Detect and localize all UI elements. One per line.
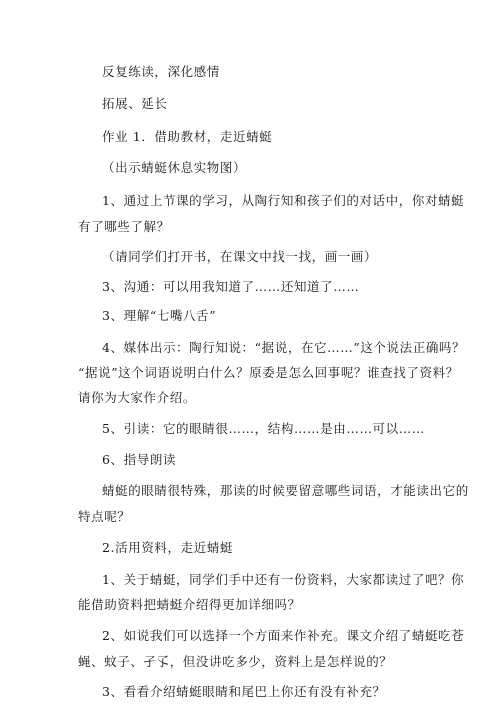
text-line-7: （请同学们打开书，在课文中找一找，画一画） (102, 249, 378, 264)
text-line-13: 5、引读：它的眼睛很……，结构……是由……可以…… (102, 421, 425, 436)
text-line-18: 1、关于蜻蜓，同学们手中还有一份资料，大家都读过了吧？你 (102, 572, 465, 587)
text-line-20: 2、如说我们可以选择一个方面来作补充。课文介绍了蜻蜓吃苍 (102, 628, 465, 643)
text-line-8: 3、沟通：可以用我知道了……还知道了…… (102, 279, 360, 294)
text-line-11: “据说”这个词语说明白什么？原委是怎么回事呢？谁查找了资料？ (78, 365, 459, 380)
text-line-15: 蜻蜓的眼睛很特殊，那读的时候要留意哪些词语，才能读出它的 (102, 483, 469, 498)
text-line-12: 请你为大家作介绍。 (78, 390, 196, 405)
text-line-10: 4、媒体出示：陶行知说：“据说，在它……”这个说法正确吗？ (102, 340, 466, 355)
text-line-22: 3、看看介绍蜻蜓眼睛和尾巴上你还有没有补充？ (102, 684, 386, 699)
text-line-17: 2.活用资料，走近蜻蜓 (102, 540, 234, 555)
text-line-3: 作业 1．借助教材，走近蜻蜓 (102, 129, 273, 144)
text-line-9: 3、理解“七嘴八舌” (102, 308, 217, 323)
text-line-14: 6、指导朗读 (102, 452, 177, 467)
text-line-21: 蝇、蚊子、孑孓，但没讲吃多少，资料上是怎样说的？ (78, 654, 393, 669)
text-line-5: 1、通过上节课的学习，从陶行知和孩子们的对话中，你对蜻蜓 (102, 193, 465, 208)
text-line-19: 能借助资料把蜻蜓介绍得更加详细吗？ (78, 597, 301, 612)
text-line-6: 有了哪些了解？ (78, 219, 170, 234)
text-line-16: 特点呢？ (78, 509, 131, 524)
text-line-4: （出示蜻蜓休息实物图） (102, 160, 247, 175)
text-line-2: 拓展、延长 (102, 96, 168, 111)
text-line-1: 反复练读，深化感情 (102, 64, 220, 79)
